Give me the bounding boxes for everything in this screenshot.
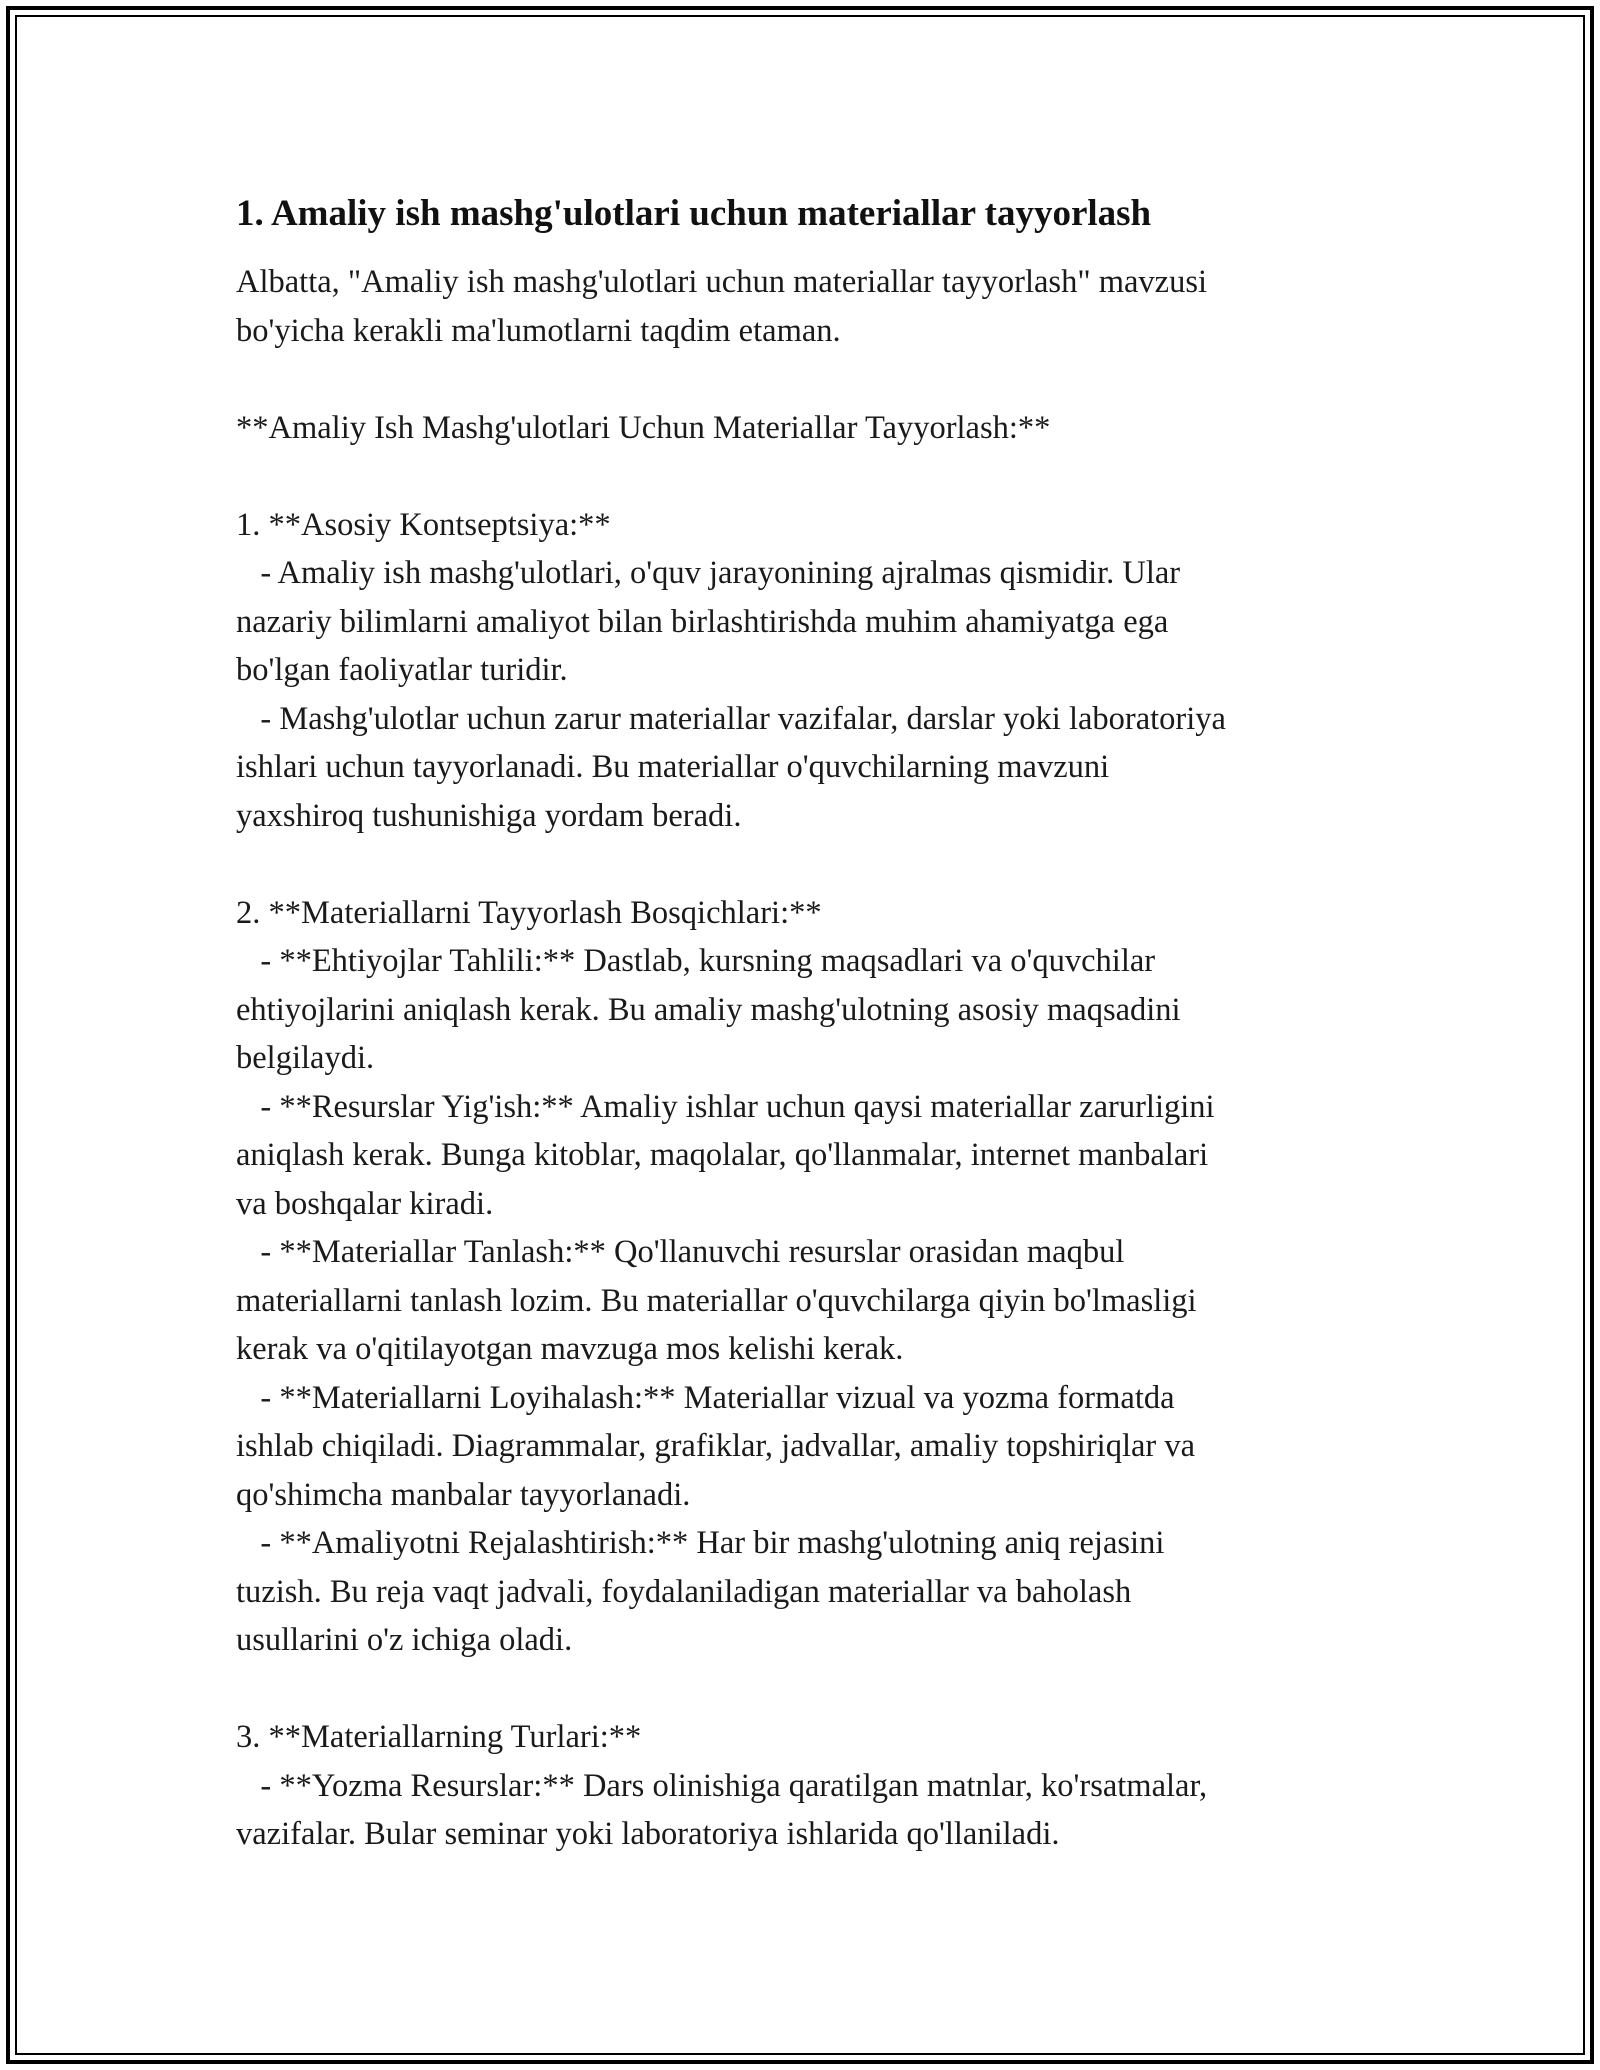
document-title: 1. Amaliy ish mashg'ulotlari uchun materiallar tayyorlash <box>236 193 1152 234</box>
document-body-text: Albatta, "Amaliy ish mashg'ulotlari uchun materiallar tayyorlash" mavzusi bo'yicha kerakli ma'lumotlarni taqdim etaman. **Amaliy Ish Mashg'ulotlari Uchun Materiallar Tayyorlash:** 1. **Asosiy Kontseptsiya:** - Amaliy ish mashg'ulotlari, o'quv jarayonining ajralmas qismidir. Ular nazariy bilimlarni amaliyot bilan birlashtirishda muhim ahamiyatga ega bo'lgan faoliyatlar turidir. - Mashg'ulotlar uchun zarur materiallar vazifalar, darslar yoki laboratoriya ishlari uchun tayyorlanadi. Bu materiallar o'quvchilarning mavzuni yaxshiroq tushunishiga yordam beradi. 2. **Materiallarni Tayyorlash Bosqichlari:** - **Ehtiyojlar Tahlili:** Dastlab, kursning maqsadlari va o'quvchilar ehtiyojlarini aniqlash kerak. Bu amaliy mashg'ulotning asosiy maqsadini belgilaydi. - **Resurslar Yig'ish:** Amaliy ishlar uchun qaysi materiallar zarurligini aniqlash kerak. Bunga kitoblar, maqolalar, qo'llanmalar, internet manbalari va boshqalar kiradi. - **Materiallar Tanlash:** Qo'llanuvchi resurslar orasidan maqbul materiallarni tanlash lozim. Bu materiallar o'quvchilarga qiyin bo'lmasligi kerak va o'qitilayotgan mavzuga mos kelishi kerak. - **Materiallarni Loyihalash:** Materiallar vizual va yozma formatda ishlab chiqiladi. Diagrammalar, grafiklar, jadvallar, amaliy topshiriqlar va qo'shimcha manbalar tayyorlanadi. - **Amaliyotni Rejalashtirish:** Har bir mashg'ulotning aniq rejasini tuzish. Bu reja vaqt jadvali, foydalaniladigan materiallar va baholash usullarini o'z ichiga oladi. 3. **Materiallarning Turlari:** - **Yozma Resurslar:** Dars olinishiga qaratilgan matnlar, ko'rsatmalar, vazifalar. Bular seminar yoki laboratoriya ishlarida qo'llaniladi. <box>236 264 1226 1852</box>
document-page <box>236 188 1366 1859</box>
